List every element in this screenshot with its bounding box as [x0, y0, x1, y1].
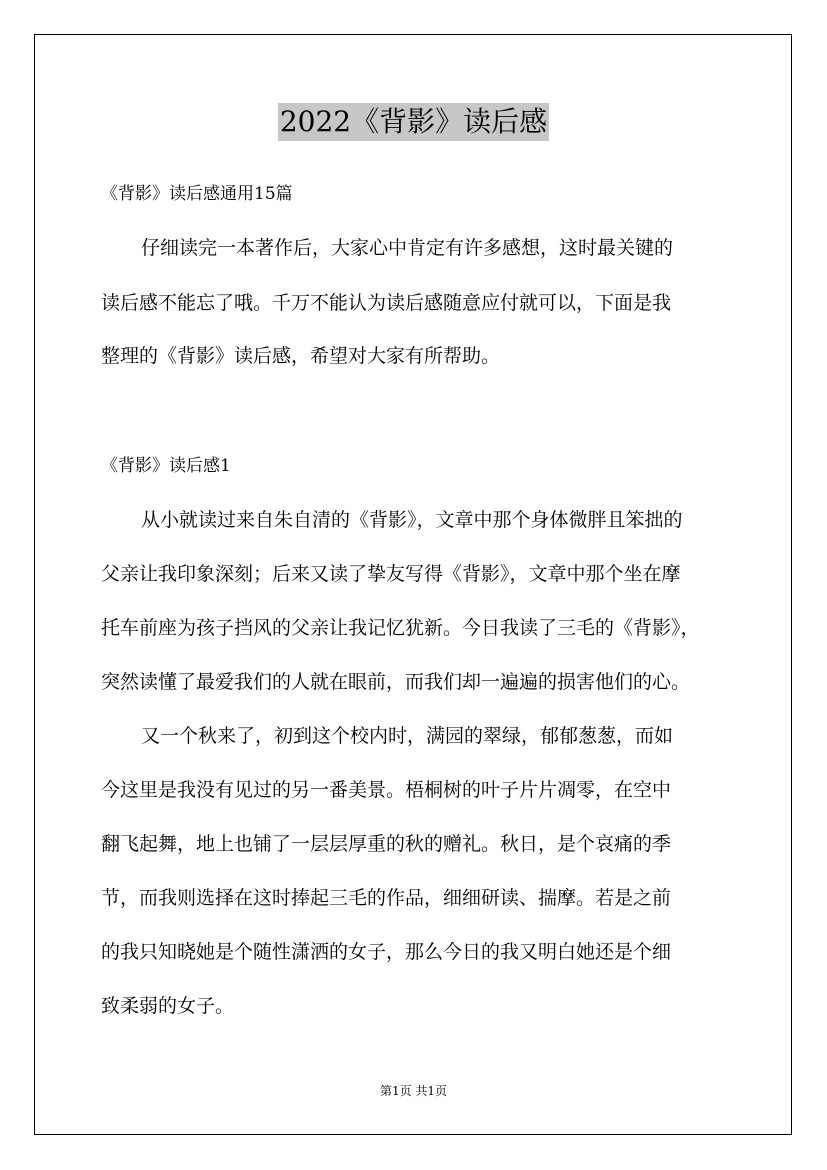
title-wrap: [0, 103, 827, 141]
section-heading-1: 《背影》读后感1: [101, 456, 231, 476]
section1-para2-line-2: 今这里是我没有见过的另一番美景。梧桐树的叶子片片凋零，在空中: [101, 779, 672, 801]
section1-para1-line-4: 突然读懂了最爱我们的人就在眼前，而我们却一遍遍的损害他们的心。: [101, 671, 691, 693]
section1-para2-line-6: 致柔弱的女子。: [101, 995, 235, 1017]
intro-line-1: 仔细读完一本著作后，大家心中肯定有许多感想，这时最关键的: [141, 237, 674, 259]
section1-para2-line-4: 节，而我则选择在这时捧起三毛的作品，细细研读、揣摩。若是之前: [101, 887, 672, 909]
section1-para1-line-1: 从小就读过来自朱自清的《背影》，文章中那个身体微胖且笨拙的: [141, 509, 683, 531]
section1-para2-line-3: 翻飞起舞，地上也铺了一层层厚重的秋的赠礼。秋日，是个哀痛的季: [101, 833, 672, 855]
section1-para2-line-1: 又一个秋来了，初到这个校内时，满园的翠绿，郁郁葱葱，而如: [141, 725, 674, 747]
page-footer: 第1页 共1页: [379, 1084, 448, 1098]
document-subtitle: 《背影》读后感通用15篇: [101, 184, 293, 204]
intro-line-3: 整理的《背影》读后感，希望对大家有所帮助。: [101, 345, 501, 367]
section1-para2-line-5: 的我只知晓她是个随性潇洒的女子，那么今日的我又明白她还是个细: [101, 941, 672, 963]
section1-para1-line-3: 托车前座为孩子挡风的父亲让我记忆犹新。今日我读了三毛的《背影》，: [101, 617, 700, 639]
intro-line-2: 读后感不能忘了哦。千万不能认为读后感随意应付就可以，下面是我: [101, 292, 672, 314]
document-title: 2022《背影》读后感: [278, 103, 549, 141]
section1-para1-line-2: 父亲让我印象深刻；后来又读了挚友写得《背影》，文章中那个坐在摩: [101, 563, 681, 585]
